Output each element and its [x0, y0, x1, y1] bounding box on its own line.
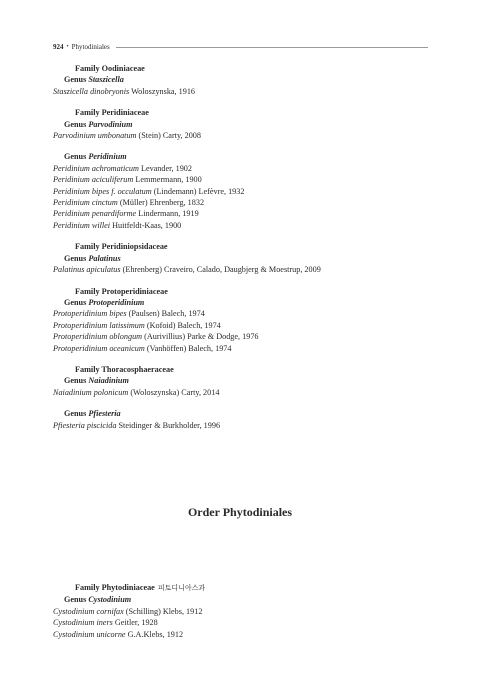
species-author: (Ehrenberg) Craveiro, Calado, Daugbjerg & Moestrup, 2009	[122, 265, 321, 275]
taxon-block	[53, 286, 433, 354]
family-heading: Family Oodiniaceae	[75, 64, 145, 73]
family-heading	[53, 582, 433, 594]
genus-prefix: Genus	[64, 75, 87, 85]
species-entry	[53, 186, 433, 197]
genus-heading	[53, 297, 433, 308]
species-entry	[53, 617, 433, 628]
species-entry	[53, 331, 433, 342]
species-entry	[53, 387, 433, 398]
running-title: Phytodiniales	[71, 43, 110, 51]
species-entry	[53, 420, 433, 431]
species-author: (Stein) Carty, 2008	[138, 131, 201, 141]
species-name: Parvodinium umbonatum	[53, 131, 137, 141]
species-name: Protoperidinium latissimum	[53, 320, 145, 330]
species-entry	[53, 197, 433, 208]
species-name: Peridinium willei	[53, 220, 111, 230]
genus-heading	[53, 74, 433, 85]
genus-prefix: Genus	[64, 376, 87, 386]
species-entry	[53, 264, 433, 275]
genus-heading	[53, 119, 433, 130]
genus-prefix: Genus	[64, 297, 87, 307]
species-name: Peridinium aciculiferum	[53, 175, 134, 185]
species-name: Palatinus apiculatus	[53, 265, 121, 275]
species-author: Steidinger & Burkholder, 1996	[118, 420, 221, 430]
genus-heading	[53, 375, 433, 386]
species-author: (Lindemann) Lefèvre, 1932	[153, 186, 245, 196]
species-entry	[53, 163, 433, 174]
page-number: 924	[53, 43, 64, 51]
species-author: G.A.Klebs, 1912	[127, 629, 184, 639]
header-rule	[116, 47, 428, 48]
family-name: Family Phytodiniaceae	[75, 583, 155, 592]
taxon-block	[53, 408, 433, 431]
species-entry	[53, 208, 433, 219]
species-author: Geitler, 1928	[114, 618, 158, 628]
genus-prefix: Genus	[64, 409, 87, 419]
family-korean-name: 피토디니아스과	[157, 584, 206, 592]
species-author: Lemmermann, 1900	[135, 175, 202, 185]
genus-name: Cystodinium	[88, 595, 132, 605]
species-author: (Paulsen) Balech, 1974	[128, 309, 205, 319]
genus-name: Naiadinium	[88, 376, 129, 386]
species-entry	[53, 130, 433, 141]
family-heading: Family Protoperidiniaceae	[75, 286, 168, 296]
species-entry	[53, 629, 433, 640]
header-bullet: •	[66, 44, 69, 50]
taxon-block	[53, 241, 433, 275]
taxon-block	[53, 107, 433, 141]
genus-name: Palatinus	[88, 253, 121, 263]
genus-heading	[53, 151, 433, 162]
genus-heading	[53, 408, 433, 419]
species-entry	[53, 343, 433, 354]
species-author: (Schilling) Klebs, 1912	[125, 606, 203, 616]
taxon-block	[53, 63, 433, 97]
genus-prefix: Genus	[64, 119, 87, 129]
order-taxonomy-list	[53, 582, 433, 640]
species-author: (Woloszynska) Carty, 2014	[130, 387, 220, 397]
order-heading: Order Phytodiniales	[187, 505, 293, 519]
species-name: Staszicella dinobryonis	[53, 86, 130, 96]
family-heading: Family Peridiniopsidaceae	[75, 242, 168, 252]
species-author: (Vanhöffen) Balech, 1974	[146, 343, 232, 353]
species-name: Peridinium penardiforme	[53, 209, 137, 219]
taxon-block	[53, 151, 433, 231]
taxonomy-list	[53, 63, 433, 441]
species-name: Naiadinium polonicum	[53, 387, 129, 397]
genus-name: Protoperidinium	[88, 297, 145, 307]
genus-heading	[53, 253, 433, 264]
species-author: Woloszynska, 1916	[131, 86, 196, 96]
species-name: Peridinium achromaticum	[53, 163, 139, 173]
genus-heading	[53, 594, 433, 605]
taxon-block	[53, 364, 433, 398]
species-author: Lindermann, 1919	[138, 209, 199, 219]
species-name: Protoperidinium bipes	[53, 309, 127, 319]
running-header	[53, 41, 428, 53]
species-entry	[53, 606, 433, 617]
species-author: (Aurivillius) Parke & Dodge, 1976	[144, 332, 259, 342]
species-name: Protoperidinium oblongum	[53, 332, 143, 342]
species-name: Peridinium cinctum	[53, 198, 118, 208]
species-name: Cystodinium iners	[53, 618, 113, 628]
genus-name: Pfiesteria	[88, 409, 121, 419]
genus-prefix: Genus	[64, 595, 87, 605]
species-name: Cystodinium cornifax	[53, 606, 124, 616]
family-heading: Family Thoracosphaeraceae	[75, 364, 174, 374]
species-entry	[53, 86, 433, 97]
species-author: (Müller) Ehrenberg, 1832	[119, 198, 205, 208]
genus-name: Peridinium	[88, 152, 127, 162]
species-author: (Kofoid) Balech, 1974	[146, 320, 221, 330]
species-name: Cystodinium unicorne	[53, 629, 126, 639]
genus-name: Parvodinium	[88, 119, 133, 129]
family-heading: Family Peridiniaceae	[75, 108, 149, 118]
genus-prefix: Genus	[64, 253, 87, 263]
species-author: Huitfeldt-Kaas, 1900	[112, 220, 182, 230]
species-author: Levander, 1902	[140, 163, 192, 173]
species-name: Pfiesteria piscicida	[53, 420, 117, 430]
species-name: Protoperidinium oceanicum	[53, 343, 145, 353]
genus-prefix: Genus	[64, 152, 87, 162]
species-entry	[53, 220, 433, 231]
species-entry	[53, 308, 433, 319]
genus-name: Staszicella	[88, 75, 124, 85]
species-name: Peridinium bipes f. occulatum	[53, 186, 152, 196]
species-entry	[53, 320, 433, 331]
species-entry	[53, 174, 433, 185]
